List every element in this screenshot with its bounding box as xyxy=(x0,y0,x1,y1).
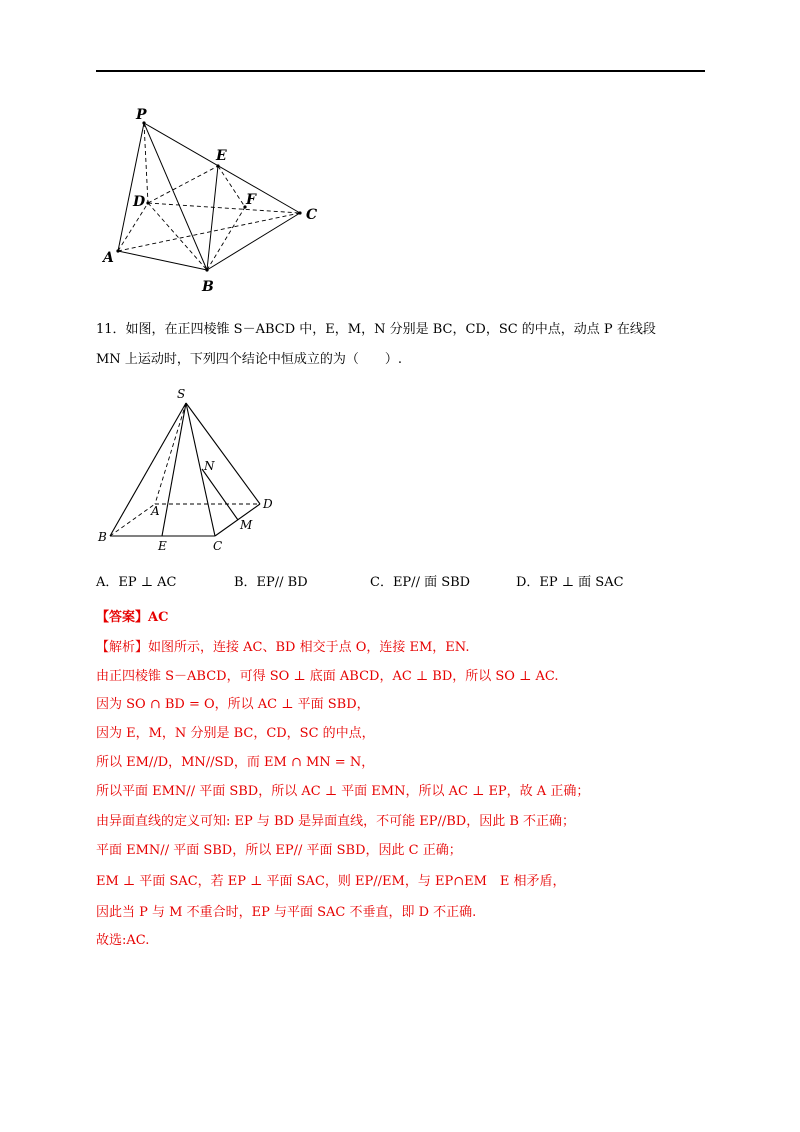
answer-line: 【答案】AC xyxy=(96,610,169,625)
dash-PD xyxy=(144,123,148,203)
dash-DE xyxy=(148,166,218,203)
label-D: D xyxy=(133,194,146,210)
pyramid-figure-2 xyxy=(90,380,300,555)
solution-line-6: 所以平面 EMN// 平面 SBD，所以 AC ⊥ 平面 EMN，所以 AC ⊥ EP，故 A 正确； xyxy=(96,784,590,799)
point-C xyxy=(298,211,301,214)
label-S: S xyxy=(177,387,186,401)
solution-line-3: 因为 SO ∩ BD = O，所以 AC ⊥ 平面 SBD， xyxy=(96,697,370,712)
edge-SB xyxy=(110,403,186,536)
label-A: A xyxy=(103,250,114,266)
top-rule xyxy=(96,70,705,72)
edge-BC xyxy=(207,213,300,270)
label-M: M xyxy=(240,518,253,532)
solution-line-9: EM ⊥ 平面 SAC，若 EP ⊥ 平面 SAC，则 EP//EM，与 EP∩EM E 相矛盾， xyxy=(96,874,566,889)
label-C: C xyxy=(306,207,318,223)
dash-EF xyxy=(218,166,245,207)
edge-NM xyxy=(202,469,238,520)
edge-AB xyxy=(118,251,207,270)
edge-PC xyxy=(144,123,300,213)
edge-PA xyxy=(118,123,144,251)
answer-options xyxy=(96,571,716,593)
option-c[interactable]: C．EP// 面 SBD xyxy=(370,575,471,590)
question-line-2: MN 上运动时，下列四个结论中恒成立的为（ ）. xyxy=(96,352,402,367)
label-D2: D xyxy=(263,497,273,511)
option-b[interactable]: B．EP// BD xyxy=(234,575,308,590)
dash-AC xyxy=(118,213,300,251)
point-D xyxy=(146,201,149,204)
label-N: N xyxy=(204,459,215,473)
solution-line-1: 【解析】如图所示，连接 AC、BD 相交于点 O，连接 EM，EN. xyxy=(96,640,470,655)
point-E xyxy=(216,164,219,167)
label-C2: C xyxy=(213,539,223,553)
option-d[interactable]: D．EP ⊥ 面 SAC xyxy=(516,575,624,590)
dash-DB xyxy=(148,203,207,270)
point-B xyxy=(205,268,208,271)
label-A2: A xyxy=(151,504,160,518)
dash-DC xyxy=(148,203,300,213)
solution-line-10: 因此当 P 与 M 不重合时，EP 与平面 SAC 不垂直，即 D 不正确. xyxy=(96,905,477,920)
dash-BA xyxy=(110,504,155,536)
solution-line-5: 所以 EM//D，MN//SD，而 EM ∩ MN = N， xyxy=(96,755,375,770)
solution-line-8: 平面 EMN// 平面 SBD，所以 EP// 平面 SBD，因此 C 正确； xyxy=(96,843,462,858)
solution-line-2: 由正四棱锥 S－ABCD，可得 SO ⊥ 底面 ABCD，AC ⊥ BD，所以 SO ⊥ AC. xyxy=(96,669,559,684)
pyramid-figure-1 xyxy=(96,100,336,300)
solution-line-7: 由异面直线的定义可知: EP 与 BD 是异面直线，不可能 EP//BD，因此 B 不正确； xyxy=(96,814,576,829)
point-A xyxy=(116,249,119,252)
label-P: P xyxy=(136,107,147,123)
edge-EB xyxy=(207,166,218,270)
edge-PB xyxy=(144,123,207,270)
label-F: F xyxy=(246,192,256,208)
question-line-1: 11．如图，在正四棱锥 S－ABCD 中，E，M，N 分别是 BC，CD，SC 的中点，动点 P 在线段 xyxy=(96,322,656,337)
label-B: B xyxy=(202,279,214,295)
solution-line-11: 故选:AC. xyxy=(96,933,150,948)
label-B2: B xyxy=(98,530,107,544)
label-E: E xyxy=(216,148,227,164)
option-a[interactable]: A．EP ⊥ AC xyxy=(96,575,177,590)
label-E2: E xyxy=(158,539,167,553)
solution-line-4: 因为 E，M，N 分别是 BC，CD，SC 的中点， xyxy=(96,726,375,741)
